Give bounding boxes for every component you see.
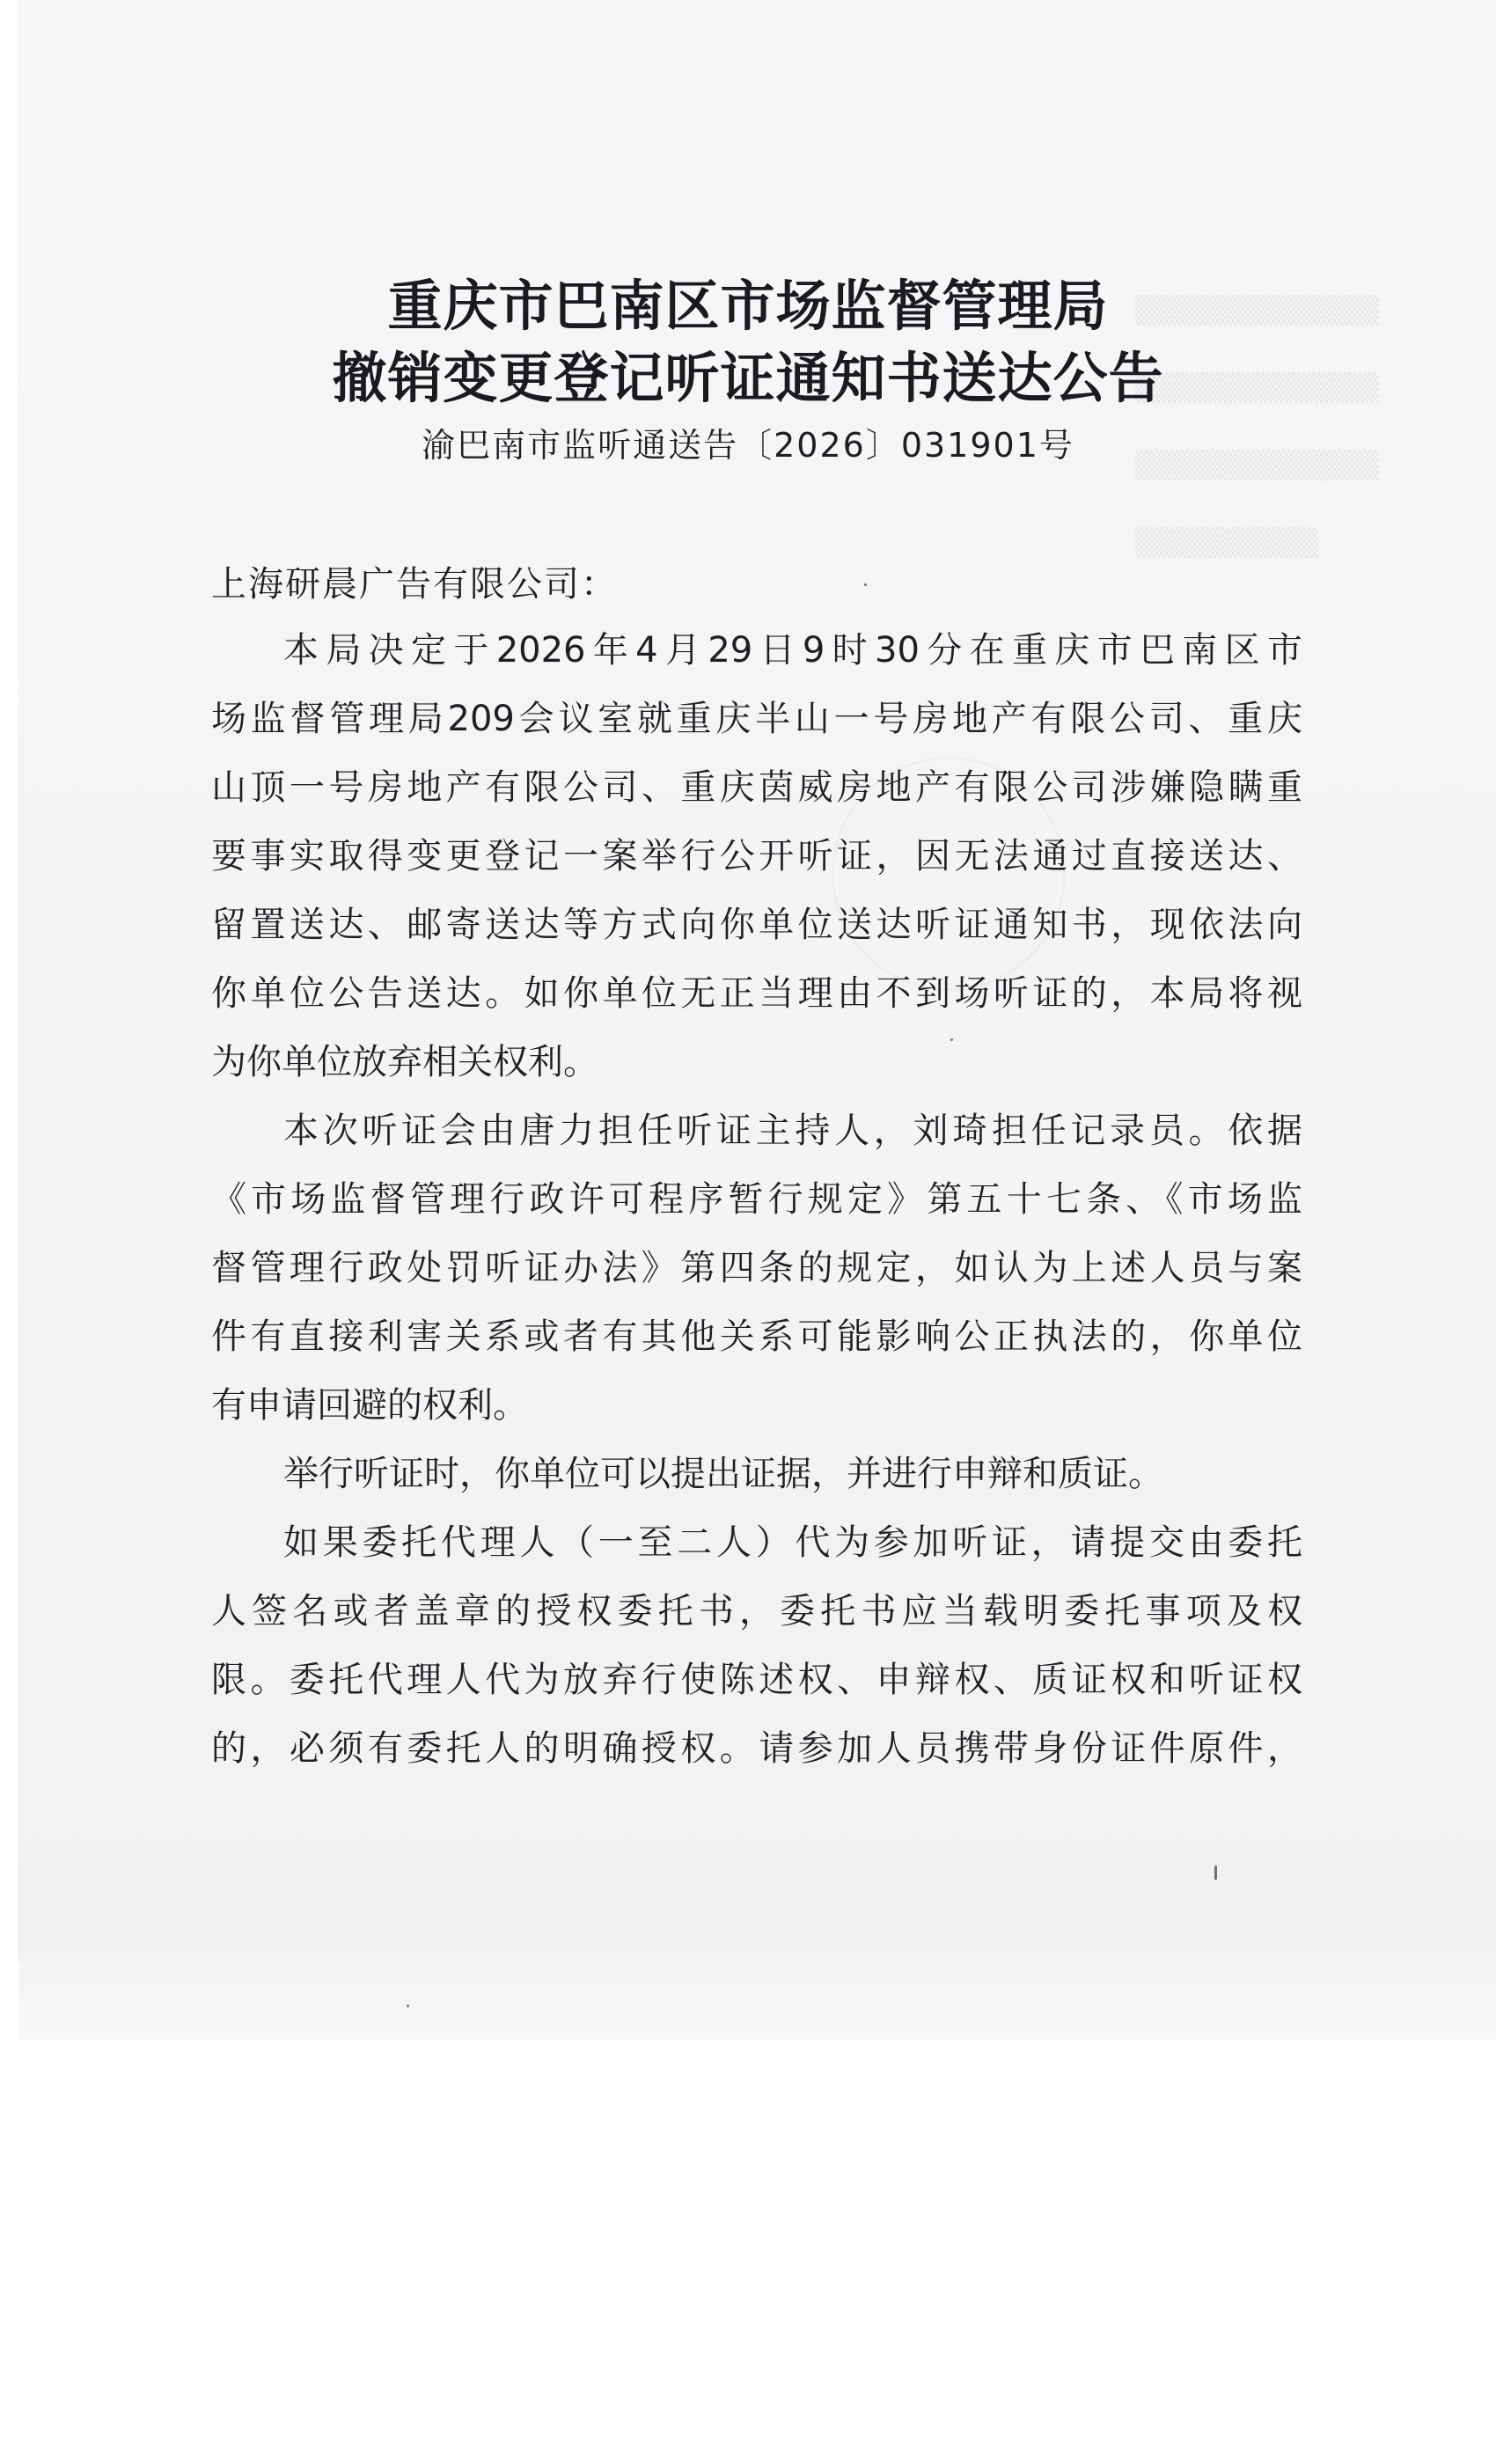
reverse-side-bleed-through: ▒▒▒▒▒▒▒▒▒▒▒▒ ▒▒▒▒▒▒▒▒▒▒▒▒ ▒▒▒▒▒▒▒▒▒▒▒▒ ▒▒▒▒▒▒▒▒▒ [1135,296,1379,559]
scan-speck [864,583,867,586]
paragraph-hearing-notice [211,616,1302,1096]
paragraph-line: 山顶一号房地产有限公司、重庆茵威房地产有限公司涉嫌隐瞒重 [211,767,1302,808]
paragraph-line: 督管理行政处罚听证办法》第四条的规定，如认为上述人员与案 [211,1248,1302,1288]
document-title-line-1: 重庆市巴南区市场监督管理局 [387,274,1109,338]
document-number: 渝巴南市监听通送告〔2026〕031901号 [422,426,1074,465]
paragraph-line: 你单位公告送达。如你单位无正当理由不到场听证的，本局将视 [211,973,1302,1014]
paragraph-hearing-personnel [211,1096,1302,1440]
paragraph-authorized-agent [211,1508,1302,1783]
paragraph-line: 件有直接利害关系或者有其他关系可能影响公正执法的，你单位 [211,1316,1302,1357]
paragraph-line: 留置送达、邮寄送达等方式向你单位送达听证通知书，现依法向 [211,905,1302,945]
paragraph-line: 如果委托代理人（一至二人）代为参加听证，请提交由委托 [283,1522,1302,1563]
paragraph-line: 人签名或者盖章的授权委托书，委托书应当载明委托事项及权 [211,1591,1302,1632]
document-title-line-2: 撤销变更登记听证通知书送达公告 [332,346,1164,410]
paragraph-line: 为你单位放弃相关权利。 [211,1042,598,1082]
scan-speck [1214,1866,1217,1880]
paragraph-line: 本次听证会由唐力担任听证主持人，刘琦担任记录员。依据 [283,1111,1302,1151]
paragraph-line: 限。委托代理人代为放弃行使陈述权、申辩权、质证权和听证权 [211,1660,1302,1700]
paragraph-line: 的，必须有委托人的明确授权。请参加人员携带身份证件原件， [211,1728,1302,1769]
paragraph-evidence-rights [211,1440,1302,1508]
addressee: 上海研晨广告有限公司： [211,564,618,605]
paragraph-line: 举行听证时，你单位可以提出证据，并进行申辩和质证。 [283,1454,1163,1494]
paragraph-line: 本局决定于2026年4月29日9时30分在重庆市巴南区市 [283,630,1302,671]
scan-speck [407,2005,409,2007]
scan-bottom-band [19,1955,1496,2040]
paragraph-line: 要事实取得变更登记一案举行公开听证，因无法通过直接送达、 [211,836,1302,876]
paragraph-line: 场监督管理局209会议室就重庆半山一号房地产有限公司、重庆 [211,699,1302,739]
paragraph-line: 《市场监督管理行政许可程序暂行规定》第五十七条、《市场监 [211,1179,1302,1220]
paragraph-line: 有申请回避的权利。 [211,1385,528,1426]
